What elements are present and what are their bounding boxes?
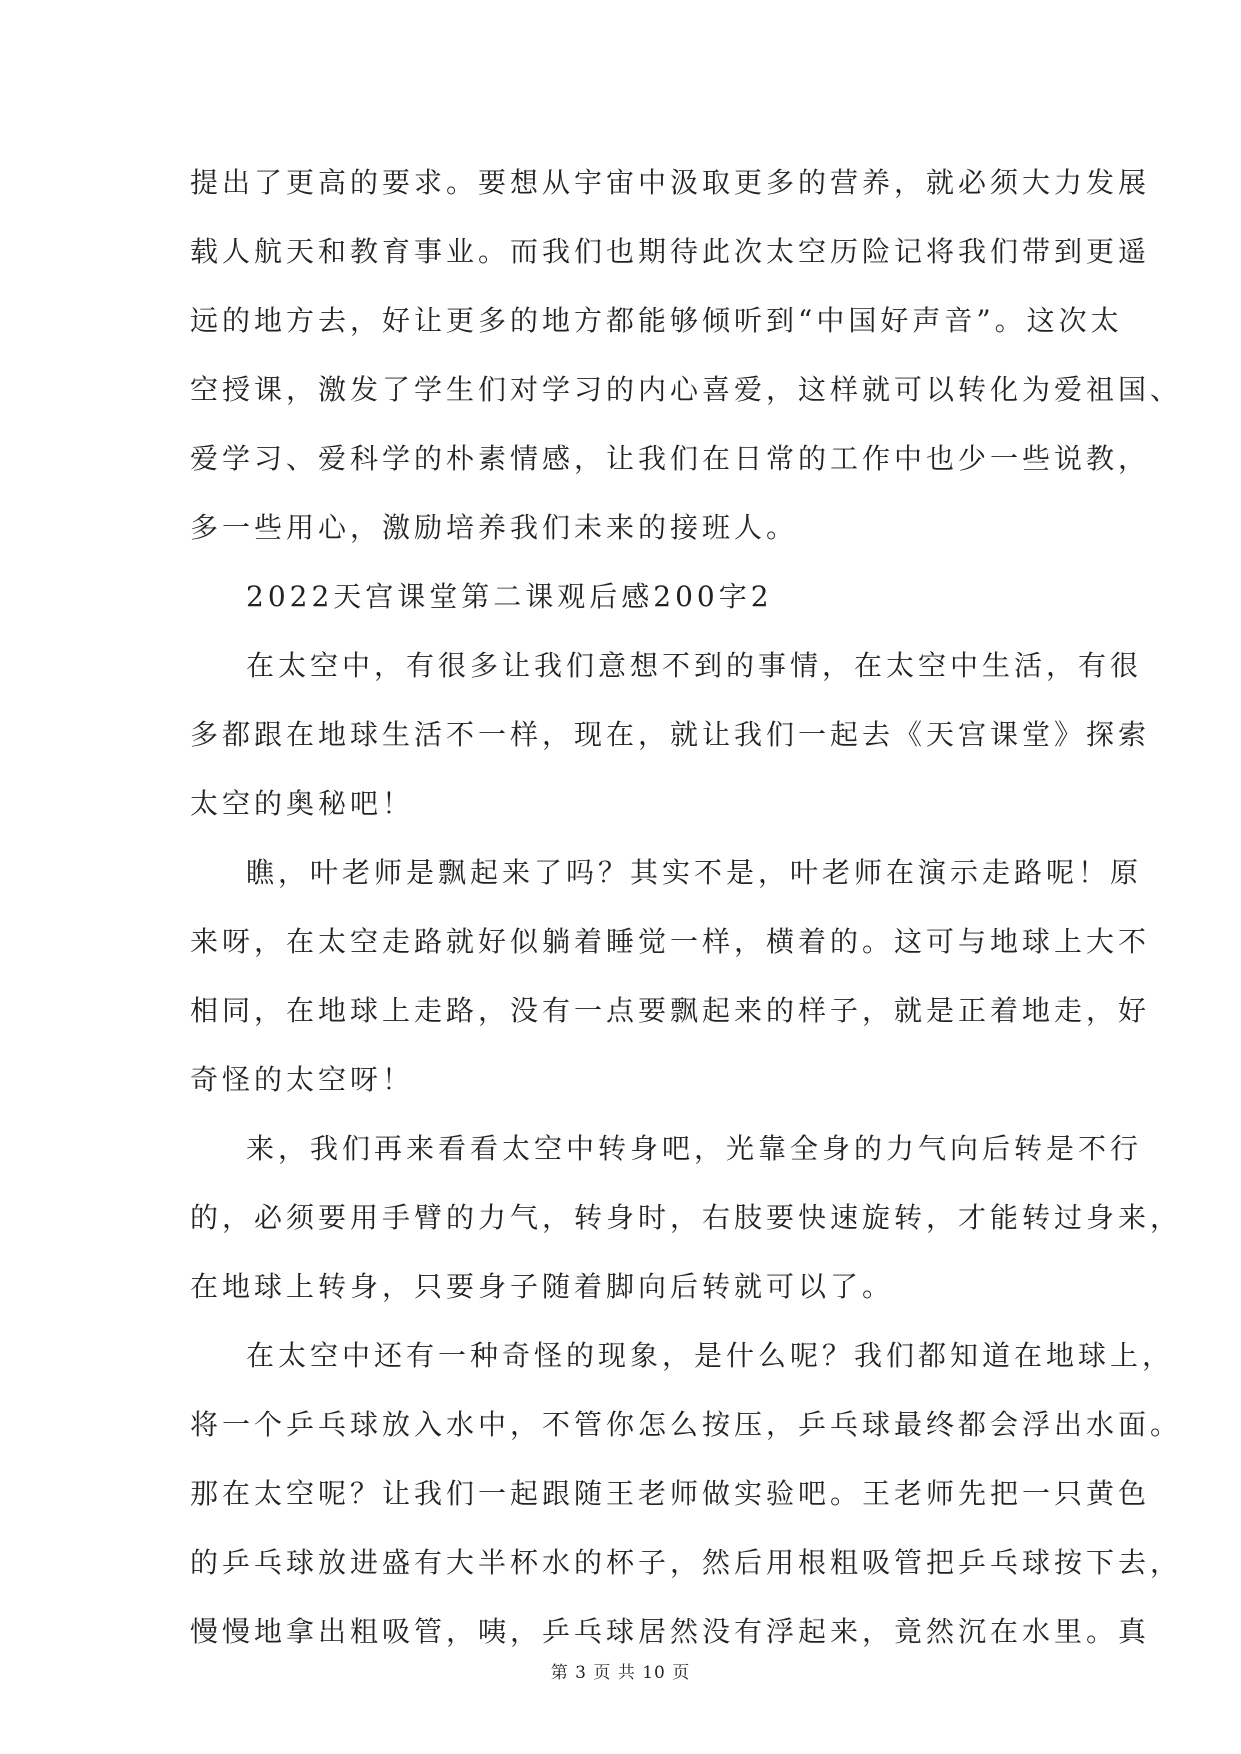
text-line: 在地球上转身，只要身子随着脚向后转就可以了。	[190, 1270, 895, 1303]
text-line: 来，我们再来看看太空中转身吧，光靠全身的力气向后转是不行	[246, 1132, 1143, 1165]
text-line: 提出了更高的要求。要想从宇宙中汲取更多的营养，就必须大力发展	[190, 166, 1151, 199]
text-line: 的乒乓球放进盛有大半杯水的杯子，然后用根粗吸管把乒乓球按下去，	[190, 1546, 1183, 1579]
text-line: 相同，在地球上走路，没有一点要飘起来的样子，就是正着地走，好	[190, 994, 1151, 1027]
text-line: 瞧，叶老师是飘起来了吗？其实不是，叶老师在演示走路呢！原	[246, 856, 1143, 889]
text-line: 慢慢地拿出粗吸管，咦，乒乓球居然没有浮起来，竟然沉在水里。真	[190, 1615, 1151, 1648]
text-line: 在太空中，有很多让我们意想不到的事情，在太空中生活，有很	[246, 649, 1143, 682]
text-line: 2022天宫课堂第二课观后感200字2	[246, 580, 773, 613]
text-line: 将一个乒乓球放入水中，不管你怎么按压，乒乓球最终都会浮出水面。	[190, 1408, 1183, 1441]
text-line: 爱学习、爱科学的朴素情感，让我们在日常的工作中也少一些说教，	[190, 442, 1151, 475]
document-body	[190, 148, 1183, 1666]
text-line: 载人航天和教育事业。而我们也期待此次太空历险记将我们带到更遥	[190, 235, 1151, 268]
text-line: 那在太空呢？让我们一起跟随王老师做实验吧。王老师先把一只黄色	[190, 1477, 1151, 1510]
text-line: 空授课，激发了学生们对学习的内心喜爱，这样就可以转化为爱祖国、	[190, 373, 1183, 406]
text-line: 多都跟在地球生活不一样，现在，就让我们一起去《天宫课堂》探索	[190, 718, 1151, 751]
text-line: 奇怪的太空呀！	[190, 1063, 415, 1096]
text-line: 多一些用心，激励培养我们未来的接班人。	[190, 511, 799, 544]
text-line: 在太空中还有一种奇怪的现象，是什么呢？我们都知道在地球上，	[246, 1339, 1175, 1372]
text-line: 的，必须要用手臂的力气，转身时，右肢要快速旋转，才能转过身来，	[190, 1201, 1183, 1234]
text-line: 远的地方去，好让更多的地方都能够倾听到“中国好声音”。这次太	[190, 304, 1123, 337]
text-line: 来呀，在太空走路就好似躺着睡觉一样，横着的。这可与地球上大不	[190, 925, 1151, 958]
text-line: 太空的奥秘吧！	[190, 787, 415, 820]
page-number-footer: 第 3 页 共 10 页	[550, 1663, 691, 1683]
